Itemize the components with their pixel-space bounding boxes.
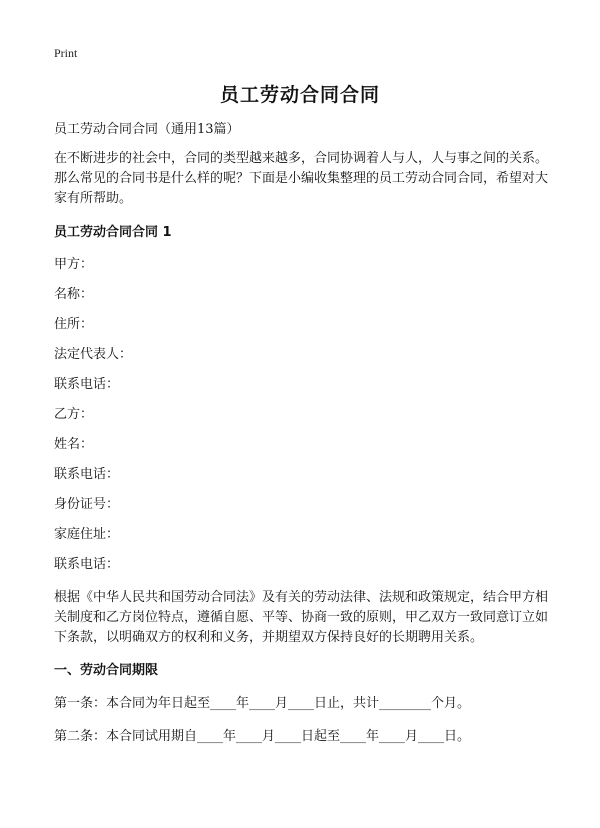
field-legal-rep: 法定代表人： [54,347,133,362]
field-phone-a: 联系电话： [54,377,120,392]
field-person-name: 姓名： [54,437,94,452]
field-home-address: 家庭住址： [54,527,120,542]
document-body [54,120,554,747]
field-name: 名称： [54,287,94,302]
field-id-number: 身份证号： [54,497,120,512]
print-link[interactable]: Print [54,46,78,60]
field-phone-b: 联系电话： [54,467,120,482]
section-heading: 一、劳动合同期限 [54,663,159,678]
intro-paragraph: 在不断进步的社会中，合同的类型越来越多，合同协调着人与人，人与事之间的关系。那么常见的合同书是什么样的呢？下面是小编收集整理的员工劳动合同合同，希望对大家有所帮助。 [54,151,549,206]
clause-1: 第一条：本合同为年日起至____年____月____日止，共计________个月。 [54,696,471,711]
field-party-a: 甲方： [54,257,94,272]
field-party-b: 乙方： [54,407,94,422]
basis-paragraph: 根据《中华人民共和国劳动合同法》及有关的劳动法律、法规和政策规定，结合甲方相关制度和乙方岗位特点，遵循自愿、平等、协商一致的原则，甲乙双方一致同意订立如下条款，以明确双方的权利和义务，并期望双方保持良好的长期聘用关系。 [54,590,549,645]
document-title: 员工劳动合同合同 [219,84,380,106]
clause-2: 第二条：本合同试用期自____年____月____日起至____年____月____日。 [54,729,471,744]
field-address: 住所： [54,317,94,332]
contract-heading: 员工劳动合同合同 1 [54,225,172,240]
field-phone-c: 联系电话： [54,557,120,572]
document-subtitle: 员工劳动合同合同（通用13篇） [54,122,240,137]
